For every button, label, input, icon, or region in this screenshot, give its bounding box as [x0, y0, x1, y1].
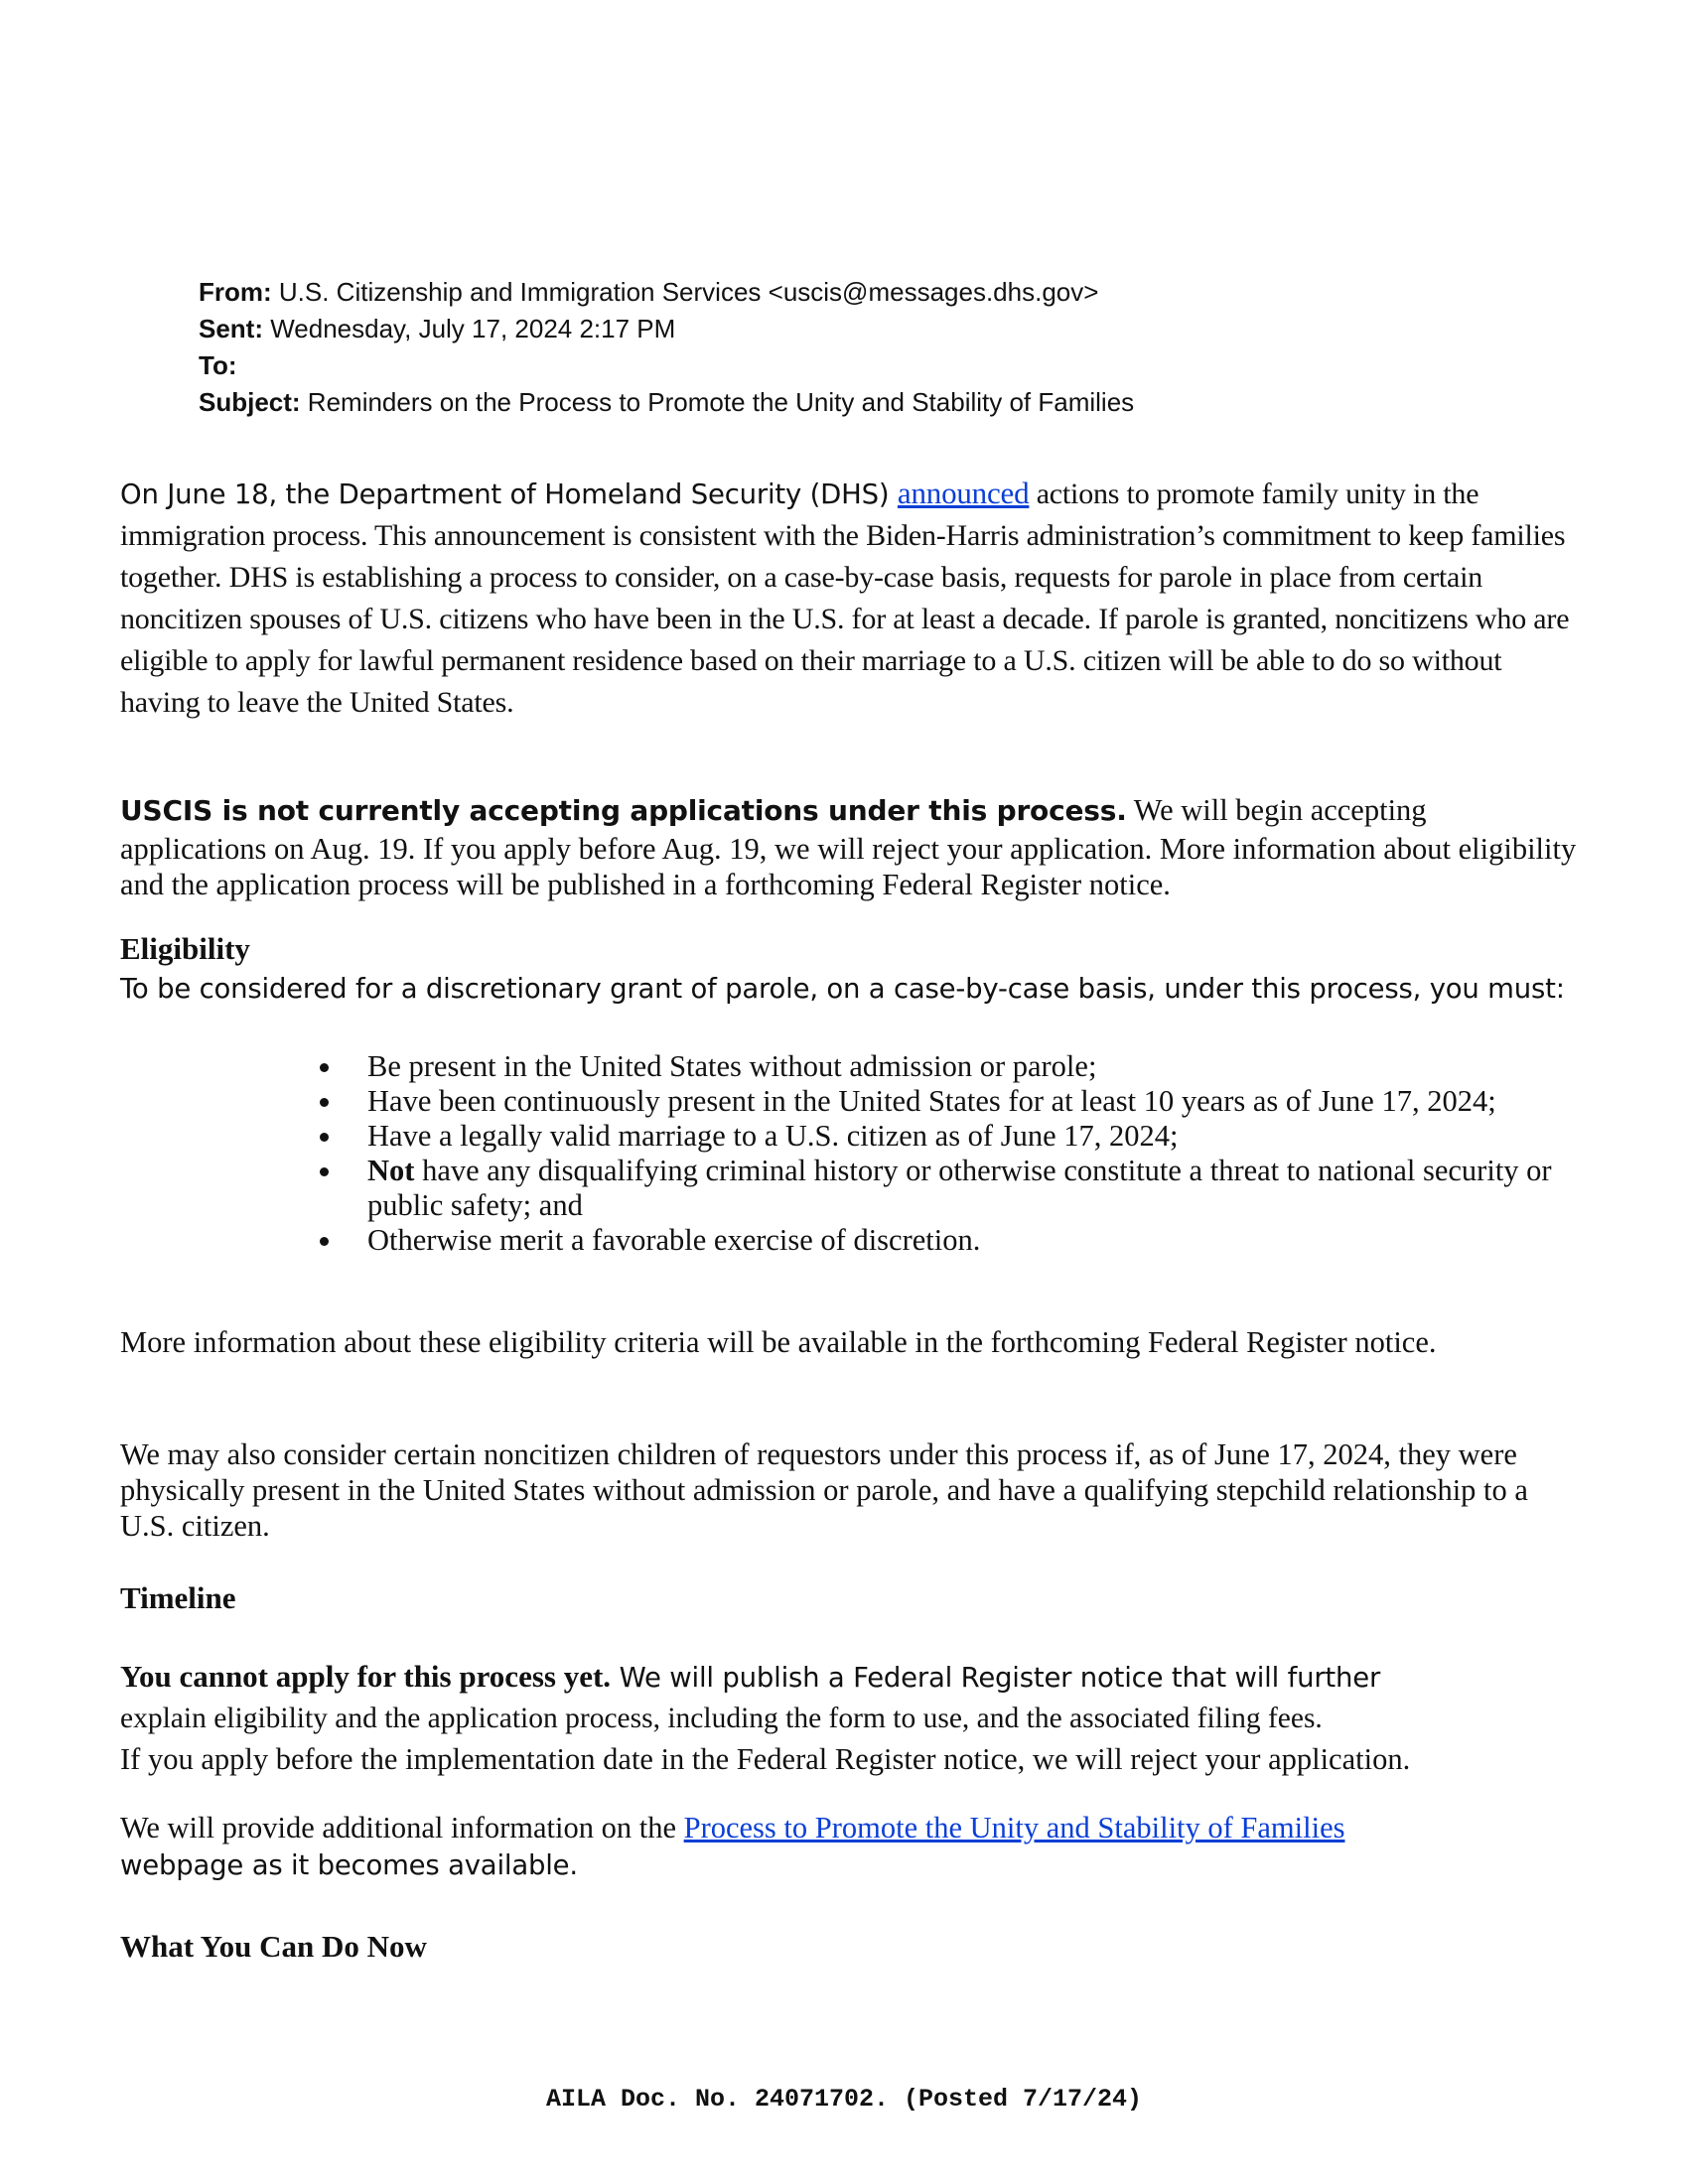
timeline-paragraph	[120, 1656, 1570, 1780]
intro-text-rest: actions to promote family unity in the immigration process. This announcement is consistent with the Biden-Harris administration’s commitment to keep families together. DHS is establishing a process to consider, on a case-by-case basis, requests for parole in place from certain noncitizen spouses of U.S. citizens who have been in the U.S. for at least a decade. If parole is granted, noncitizens who are eligible to apply for lawful permanent residence based on their marriage to a U.S. citizen will be able to do so without having to leave the United States.	[120, 478, 1570, 719]
eligibility-heading: Eligibility	[120, 931, 250, 966]
timeline-bold: You cannot apply for this process yet.	[120, 1659, 612, 1694]
from-label: From:	[199, 277, 272, 307]
webpage-line-2: webpage as it becomes available.	[120, 1849, 578, 1881]
webpage-paragraph	[120, 1809, 1570, 1884]
announced-link[interactable]: announced	[897, 476, 1030, 510]
bullet-icon	[320, 1098, 329, 1107]
sent-label: Sent:	[199, 314, 263, 343]
subject-label: Subject:	[199, 387, 301, 417]
bullet-icon	[320, 1133, 329, 1142]
subject-value: Reminders on the Process to Promote the Unity and Stability of Families	[300, 387, 1135, 417]
bullet-icon	[320, 1063, 329, 1072]
timeline-line-1	[120, 1656, 1570, 1699]
timeline-line-2: explain eligibility and the application process, including the form to use, and the associated filing fees.	[120, 1703, 1323, 1734]
timeline-line-3: If you apply before the implementation date in the Federal Register notice, we will reject your application.	[120, 1742, 1411, 1776]
subject-row	[199, 384, 1489, 421]
process-webpage-link[interactable]: Process to Promote the Unity and Stability of Families	[683, 1811, 1345, 1844]
list-item: Otherwise merit a favorable exercise of discretion.	[367, 1223, 1559, 1258]
not-emphasis: Not	[367, 1154, 415, 1187]
intro-paragraph	[120, 473, 1570, 724]
notice-text: We will begin accepting applications on Aug. 19. If you apply before Aug. 19, we will reject your application. More information about eligibility and the application process will be published in a forthcoming Federal Register notice.	[120, 793, 1577, 901]
intro-text-start: On June 18, the Department of Homeland Security (DHS)	[120, 478, 898, 510]
to-label: To:	[199, 350, 237, 380]
sent-row	[199, 311, 1489, 347]
what-you-can-do-heading: What You Can Do Now	[120, 1929, 427, 1964]
list-item: Have a legally valid marriage to a U.S. citizen as of June 17, 2024;	[367, 1119, 1559, 1154]
eligibility-list	[367, 1049, 1559, 1258]
list-item: Have been continuously present in the United States for at least 10 years as of June 17, 2024;	[367, 1084, 1559, 1119]
notice-paragraph	[120, 790, 1580, 902]
list-item: Be present in the United States without admission or parole;	[367, 1049, 1559, 1084]
timeline-line1-rest: We will publish a Federal Register notice that will further	[611, 1662, 1381, 1694]
sent-value: Wednesday, July 17, 2024 2:17 PM	[263, 314, 676, 343]
eligibility-more-info: More information about these eligibility criteria will be available in the forthcoming Federal Register notice.	[120, 1325, 1437, 1359]
bullet-icon	[320, 1167, 329, 1176]
eligibility-intro: To be considered for a discretionary grant of parole, on a case-by-case basis, under this process, you must:	[120, 973, 1565, 1005]
timeline-heading: Timeline	[120, 1580, 236, 1615]
webpage-line-1: We will provide additional information on the Process to Promote the Unity and Stability of Families	[120, 1811, 1345, 1844]
email-header	[199, 274, 1489, 421]
children-paragraph: We may also consider certain noncitizen children of requestors under this process if, as of June 17, 2024, they were physically present in the United States without admission or parole, and have a qualifying stepchild relationship to a U.S. citizen.	[120, 1437, 1528, 1543]
list-item: Not have any disqualifying criminal history or otherwise constitute a threat to national security or public safety; and	[367, 1154, 1559, 1223]
to-row	[199, 347, 1489, 384]
notice-bold: USCIS is not currently accepting applications under this process.	[120, 794, 1127, 827]
bullet-icon	[320, 1237, 329, 1246]
from-value: U.S. Citizenship and Immigration Services <uscis@messages.dhs.gov>	[271, 277, 1099, 307]
footer-doc-number: AILA Doc. No. 24071702. (Posted 7/17/24)	[545, 2085, 1143, 2114]
from-row	[199, 274, 1489, 311]
